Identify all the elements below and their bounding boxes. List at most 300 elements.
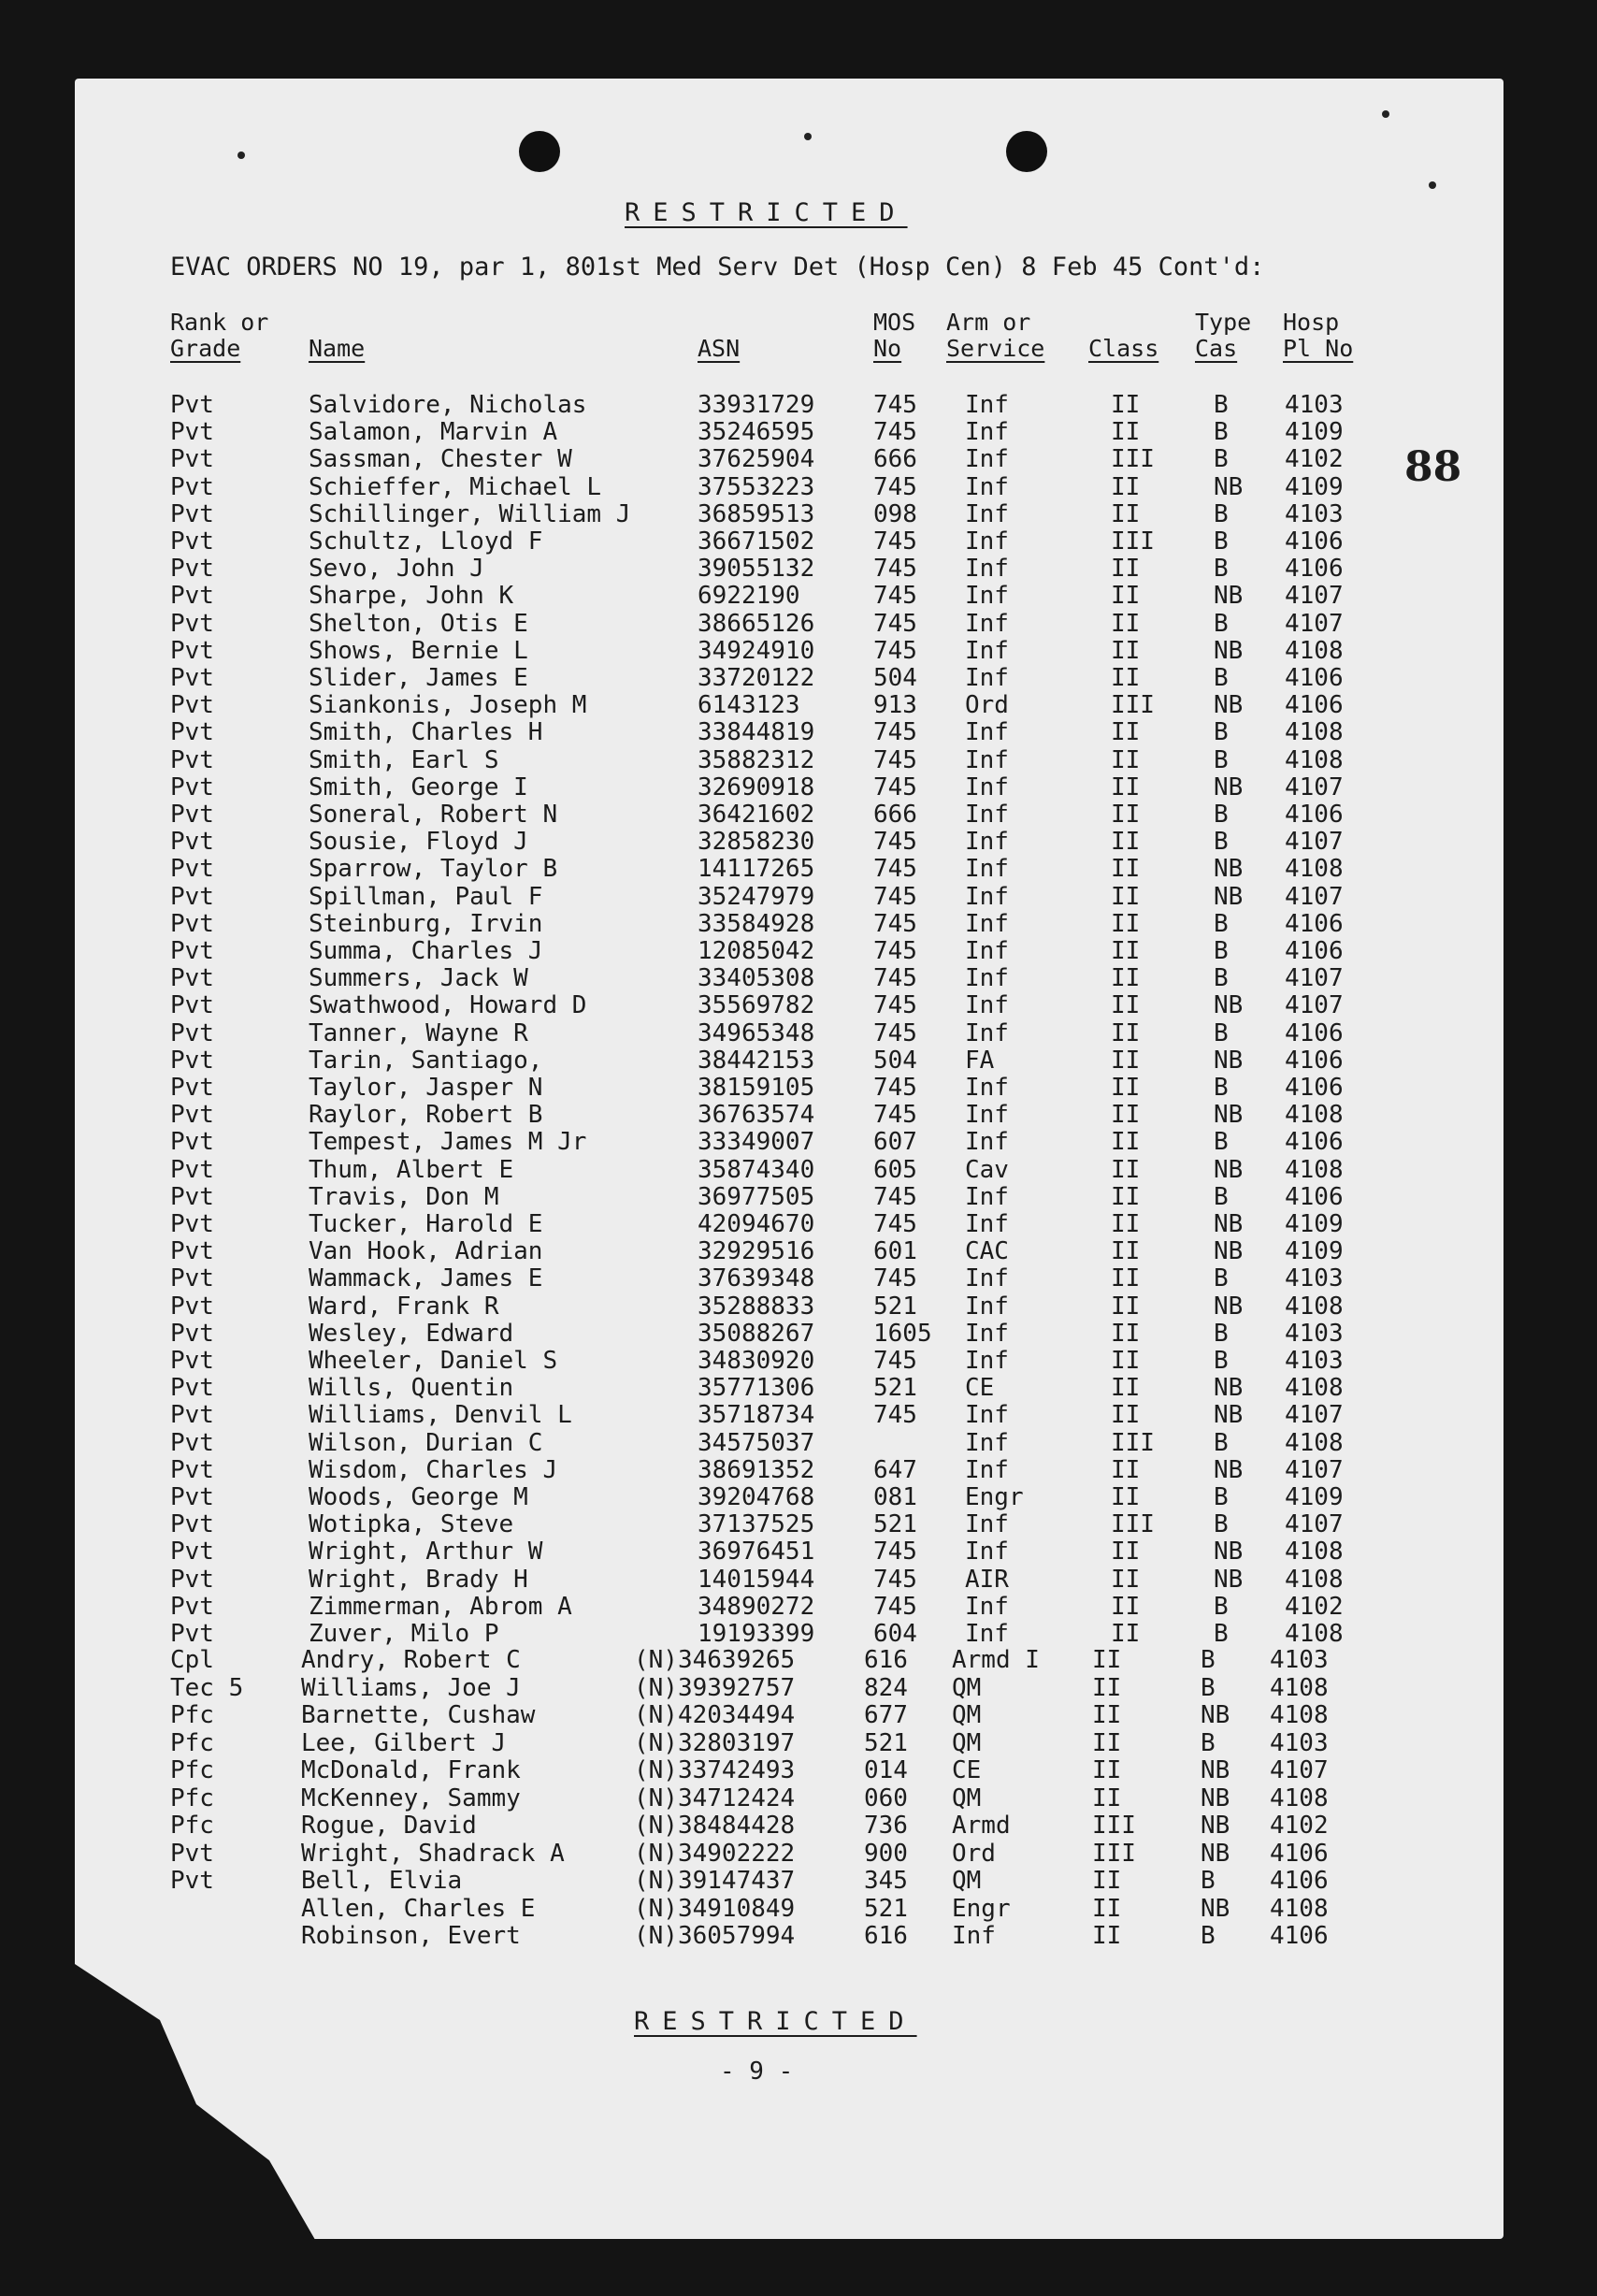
cell-mos: 604 [873,1620,917,1648]
cell-cls: II [1111,472,1141,501]
cell-cas: B [1214,1592,1229,1621]
cell-arm: QM [952,1701,982,1729]
cell-cls: II [1092,1701,1122,1729]
cell-mos: 745 [873,1538,917,1567]
cell-rank: Pvt [170,1182,214,1211]
cell-cas: B [1214,527,1229,556]
cell-asn: 35718734 [698,1401,815,1430]
cell-asn: 35246595 [698,418,815,447]
col-class: Class [1088,335,1159,362]
table-row [0,1183,1597,1210]
cell-hosp: 4108 [1270,1894,1329,1923]
cell-cls: II [1092,1867,1122,1895]
cell-mos: 824 [864,1673,908,1702]
cell-asn: 33349007 [698,1128,815,1157]
cell-cas: B [1214,418,1229,447]
cell-cls: II [1111,1565,1141,1594]
cell-cls: II [1092,1673,1122,1702]
cell-cls: II [1111,1128,1141,1157]
cell-name: Sousie, Floyd J [309,828,528,857]
cell-hosp: 4106 [1285,1018,1344,1047]
cell-rank: Pvt [170,418,214,447]
cell-arm: Inf [965,527,1009,556]
cell-rank: Pvt [170,582,214,611]
cell-mos: 745 [873,1565,917,1594]
table-row [0,1264,1597,1292]
cell-cas: NB [1214,1292,1244,1321]
cell-name: Swathwood, Howard D [309,991,587,1020]
cell-hosp: 4109 [1285,1237,1344,1266]
cell-arm: Inf [965,1074,1009,1102]
cell-arm: Inf [965,828,1009,857]
cell-cls: III [1092,1812,1136,1840]
cell-hosp: 4102 [1285,1592,1344,1621]
cell-rank: Pvt [170,1155,214,1184]
cell-rank: Pvt [170,718,214,747]
cell-cas: B [1214,1510,1229,1539]
cell-hosp: 4108 [1285,1620,1344,1648]
col-hosp-line1: Hosp [1283,309,1340,336]
cell-name: Allen, Charles E [301,1894,536,1923]
table-row [0,937,1597,964]
cell-arm: QM [952,1673,982,1702]
cell-arm: Inf [965,1128,1009,1157]
cell-cls: II [1092,1646,1122,1674]
cell-cas: NB [1201,1812,1230,1840]
cell-arm: Inf [965,1401,1009,1430]
table-row [0,718,1597,745]
cell-asn: (N)42034494 [634,1701,796,1729]
cell-name: Schieffer, Michael L [309,472,602,501]
cell-hosp: 4108 [1285,1538,1344,1567]
cell-cas: B [1214,1182,1229,1211]
cell-cls: II [1111,1620,1141,1648]
cell-cas: B [1214,745,1229,774]
cell-cas: B [1214,1428,1229,1457]
cell-hosp: 4106 [1285,1074,1344,1102]
cell-rank: Pvt [170,636,214,665]
cell-arm: FA [965,1046,995,1075]
cell-cas: NB [1214,1101,1244,1130]
table-row [0,910,1597,937]
cell-rank: Pvt [170,1237,214,1266]
cell-arm: CE [965,1374,995,1403]
cell-hosp: 4108 [1285,1292,1344,1321]
cell-cls: II [1111,964,1141,993]
cell-hosp: 4103 [1285,1347,1344,1375]
cell-name: Lee, Gilbert J [301,1728,507,1757]
cell-mos: 745 [873,1401,917,1430]
cell-asn: 36421602 [698,801,815,829]
cell-cls: II [1111,555,1141,584]
cell-rank: Pfc [170,1756,214,1784]
cell-cls: II [1111,664,1141,692]
table-row [0,1128,1597,1155]
cell-mos: 745 [873,1182,917,1211]
cell-arm: Inf [965,718,1009,747]
cell-cas: NB [1201,1839,1230,1868]
cell-rank: Pvt [170,1319,214,1348]
cell-name: Wheeler, Daniel S [309,1347,558,1375]
cell-rank: Pvt [170,1374,214,1403]
cell-rank: Pvt [170,1074,214,1102]
cell-cls: II [1111,1374,1141,1403]
cell-asn: 33931729 [698,391,815,419]
cell-cls: II [1111,1264,1141,1293]
table-row [0,883,1597,910]
cell-arm: Inf [965,745,1009,774]
cell-rank: Pvt [170,991,214,1020]
cell-asn: 32929516 [698,1237,815,1266]
cell-hosp: 4109 [1285,1210,1344,1238]
cell-hosp: 4108 [1285,636,1344,665]
cell-mos: 601 [873,1237,917,1266]
col-type-line1: Type [1195,309,1252,336]
cell-cls: II [1111,1182,1141,1211]
cell-hosp: 4103 [1285,1264,1344,1293]
cell-arm: Inf [965,664,1009,692]
cell-mos: 605 [873,1155,917,1184]
table-row [0,1620,1597,1647]
cell-cas: NB [1201,1756,1230,1784]
cell-arm: Inf [965,636,1009,665]
order-title: EVAC ORDERS NO 19, par 1, 801st Med Serv Det (Hosp Cen) 8 Feb 45 Cont'd: [170,253,1265,282]
cell-mos: 745 [873,1018,917,1047]
speck [1382,110,1389,118]
cell-mos: 014 [864,1756,908,1784]
cell-arm: Inf [965,1018,1009,1047]
cell-hosp: 4108 [1285,1374,1344,1403]
cell-cas: NB [1201,1894,1230,1923]
cell-cls: II [1111,391,1141,419]
cell-asn: 33720122 [698,664,815,692]
cell-asn: 39055132 [698,555,815,584]
cell-asn: 37553223 [698,472,815,501]
cell-mos: 745 [873,718,917,747]
table-row [0,1701,1597,1728]
table-row [0,1074,1597,1101]
table-row [0,1401,1597,1428]
cell-name: Wisdom, Charles J [309,1455,558,1484]
cell-hosp: 4103 [1285,499,1344,528]
cell-cls: II [1111,1101,1141,1130]
cell-asn: 38442153 [698,1046,815,1075]
cell-asn: 32690918 [698,773,815,801]
cell-mos: 745 [873,964,917,993]
cell-rank: Pvt [170,773,214,801]
cell-rank: Tec 5 [170,1673,244,1702]
cell-mos: 521 [864,1728,908,1757]
cell-arm: Inf [965,1182,1009,1211]
cell-cls: II [1111,745,1141,774]
cell-cas: NB [1214,1046,1244,1075]
cell-name: Spillman, Paul F [309,882,543,911]
cell-asn: 36976451 [698,1538,815,1567]
cell-hosp: 4108 [1270,1701,1329,1729]
cell-cls: II [1111,418,1141,447]
cell-rank: Pvt [170,1128,214,1157]
cell-cls: III [1111,691,1155,720]
cell-mos: 677 [864,1701,908,1729]
cell-name: McDonald, Frank [301,1756,521,1784]
cell-asn: (N)39147437 [634,1867,796,1895]
col-type-line2: Cas [1195,335,1238,362]
col-mos-line1: MOS [873,309,916,336]
table-row [0,1674,1597,1701]
cell-arm: CE [952,1756,982,1784]
handwritten-page-number: 88 [1404,443,1462,491]
cell-rank: Pvt [170,1101,214,1130]
speck [237,152,245,159]
cell-mos: 745 [873,1347,917,1375]
cell-hosp: 4107 [1285,1455,1344,1484]
cell-hosp: 4109 [1285,1483,1344,1511]
cell-mos: 504 [873,1046,917,1075]
cell-hosp: 4107 [1270,1756,1329,1784]
cell-name: Sassman, Chester W [309,445,572,474]
cell-asn: (N)36057994 [634,1922,796,1950]
cell-cls: II [1111,828,1141,857]
cell-name: Sevo, John J [309,555,484,584]
cell-arm: Inf [965,445,1009,474]
page-number: - 9 - [720,2058,794,2086]
cell-arm: Inf [965,582,1009,611]
cell-arm: QM [952,1867,982,1895]
cell-hosp: 4103 [1285,1319,1344,1348]
table-row [0,1922,1597,1949]
cell-name: Shows, Bernie L [309,636,528,665]
cell-mos: 521 [864,1894,908,1923]
cell-cas: B [1214,664,1229,692]
cell-name: Tarin, Santiago, [309,1046,543,1075]
table-row [0,1729,1597,1756]
table-row [0,964,1597,991]
cell-name: Sharpe, John K [309,582,514,611]
cell-asn: 19193399 [698,1620,815,1648]
cell-cls: II [1111,718,1141,747]
cell-name: Zimmerman, Abrom A [309,1592,572,1621]
cell-cas: B [1214,555,1229,584]
cell-asn: 6922190 [698,582,800,611]
cell-mos: 745 [873,855,917,884]
cell-arm: Inf [965,773,1009,801]
cell-arm: Inf [965,1428,1009,1457]
cell-asn: (N)33742493 [634,1756,796,1784]
cell-asn: 6143123 [698,691,800,720]
cell-asn: 38691352 [698,1455,815,1484]
cell-mos: 745 [873,418,917,447]
cell-hosp: 4108 [1270,1783,1329,1812]
cell-mos: 647 [873,1455,917,1484]
cell-asn: 33405308 [698,964,815,993]
cell-rank: Pvt [170,1510,214,1539]
cell-asn: 37137525 [698,1510,815,1539]
cell-mos: 745 [873,391,917,419]
cell-name: Summers, Jack W [309,964,528,993]
table-row [0,391,1597,418]
cell-name: Schillinger, William J [309,499,631,528]
cell-name: Bell, Elvia [301,1867,463,1895]
cell-cls: III [1111,445,1155,474]
cell-hosp: 4106 [1285,909,1344,938]
cell-mos: 504 [873,664,917,692]
cell-rank: Pvt [170,499,214,528]
cell-name: Wright, Brady H [309,1565,528,1594]
cell-name: Wesley, Edward [309,1319,514,1348]
cell-hosp: 4103 [1270,1646,1329,1674]
cell-cls: II [1111,882,1141,911]
cell-asn: (N)34712424 [634,1783,796,1812]
cell-arm: Engr [965,1483,1024,1511]
cell-rank: Pfc [170,1783,214,1812]
cell-name: Steinburg, Irvin [309,909,543,938]
cell-mos: 345 [864,1867,908,1895]
cell-cls: II [1111,636,1141,665]
cell-asn: 35882312 [698,745,815,774]
cell-arm: Inf [965,1538,1009,1567]
cell-rank: Pvt [170,909,214,938]
table-row [0,1812,1597,1839]
col-asn: ASN [698,335,741,362]
cell-arm: Inf [965,1510,1009,1539]
cell-cls: II [1092,1756,1122,1784]
table-row [0,991,1597,1018]
cell-name: Summa, Charles J [309,937,543,965]
cell-cas: NB [1214,855,1244,884]
cell-asn: 33584928 [698,909,815,938]
cell-name: Wills, Quentin [309,1374,514,1403]
cell-cls: II [1111,909,1141,938]
cell-name: Zuver, Milo P [309,1620,499,1648]
cell-hosp: 4106 [1285,1182,1344,1211]
table-row [0,1429,1597,1456]
cell-rank: Cpl [170,1646,214,1674]
cell-asn: (N)34910849 [634,1894,796,1923]
cell-rank: Pvt [170,1455,214,1484]
cell-mos: 098 [873,499,917,528]
cell-arm: Ord [952,1839,996,1868]
cell-hosp: 4107 [1285,1510,1344,1539]
cell-name: Shelton, Otis E [309,609,528,638]
cell-rank: Pvt [170,1292,214,1321]
cell-arm: QM [952,1783,982,1812]
cell-mos: 521 [873,1292,917,1321]
cell-cls: III [1092,1839,1136,1868]
cell-hosp: 4106 [1270,1922,1329,1950]
table-row [0,1292,1597,1320]
cell-arm: Cav [965,1155,1009,1184]
cell-hosp: 4108 [1285,855,1344,884]
cell-hosp: 4108 [1285,718,1344,747]
table-row [0,1593,1597,1620]
cell-name: Wotipka, Steve [309,1510,514,1539]
cell-asn: 36763574 [698,1101,815,1130]
cell-asn: 33844819 [698,718,815,747]
cell-asn: 35247979 [698,882,815,911]
cell-cls: II [1111,1538,1141,1567]
cell-cls: III [1111,527,1155,556]
speck [1429,181,1436,189]
cell-cas: B [1214,1018,1229,1047]
cell-cls: II [1111,937,1141,965]
cell-arm: CAC [965,1237,1009,1266]
cell-hosp: 4106 [1285,691,1344,720]
table-row [0,1320,1597,1347]
table-row [0,1101,1597,1128]
cell-name: Barnette, Cushaw [301,1701,536,1729]
table-row [0,445,1597,472]
cell-name: Ward, Frank R [309,1292,499,1321]
cell-cls: II [1111,1347,1141,1375]
cell-mos: 521 [873,1374,917,1403]
cell-cas: B [1201,1867,1216,1895]
cell-rank: Pvt [170,1867,214,1895]
cell-hosp: 4108 [1270,1673,1329,1702]
cell-arm: Inf [965,1592,1009,1621]
cell-cas: NB [1214,773,1244,801]
cell-asn: 34575037 [698,1428,815,1457]
cell-mos: 745 [873,1210,917,1238]
table-row [0,1210,1597,1237]
cell-cls: II [1111,1455,1141,1484]
cell-hosp: 4102 [1270,1812,1329,1840]
cell-mos: 521 [873,1510,917,1539]
table-row [0,582,1597,609]
punch-hole-right [1006,131,1047,172]
cell-rank: Pfc [170,1728,214,1757]
cell-mos: 745 [873,1592,917,1621]
cell-cls: II [1092,1728,1122,1757]
cell-rank: Pvt [170,445,214,474]
cell-rank: Pvt [170,1264,214,1293]
cell-mos: 745 [873,882,917,911]
cell-rank: Pvt [170,1620,214,1648]
cell-cas: NB [1214,991,1244,1020]
cell-asn: 34965348 [698,1018,815,1047]
cell-mos: 745 [873,636,917,665]
cell-hosp: 4107 [1285,1401,1344,1430]
cell-hosp: 4103 [1285,391,1344,419]
cell-arm: AIR [965,1565,1009,1594]
cell-rank: Pvt [170,745,214,774]
cell-cls: II [1111,1319,1141,1348]
cell-rank: Pvt [170,391,214,419]
cell-rank: Pvt [170,1565,214,1594]
cell-cas: B [1214,1620,1229,1648]
cell-cas: NB [1214,1538,1244,1567]
cell-hosp: 4106 [1285,664,1344,692]
cell-rank: Pvt [170,1428,214,1457]
speck [804,133,812,140]
cell-mos: 745 [873,1264,917,1293]
cell-cas: B [1214,1319,1229,1348]
cell-hosp: 4109 [1285,418,1344,447]
table-row [0,1756,1597,1783]
cell-name: Wright, Arthur W [309,1538,543,1567]
table-row [0,418,1597,445]
cell-cls: II [1111,499,1141,528]
cell-mos: 1605 [873,1319,932,1348]
col-hosp-line2: Pl No [1283,335,1354,362]
cell-cas: B [1214,1483,1229,1511]
cell-rank: Pvt [170,828,214,857]
cell-cas: B [1201,1728,1216,1757]
cell-cls: II [1111,1592,1141,1621]
cell-cls: II [1111,773,1141,801]
cell-name: Schultz, Lloyd F [309,527,543,556]
cell-hosp: 4107 [1285,828,1344,857]
cell-mos: 913 [873,691,917,720]
